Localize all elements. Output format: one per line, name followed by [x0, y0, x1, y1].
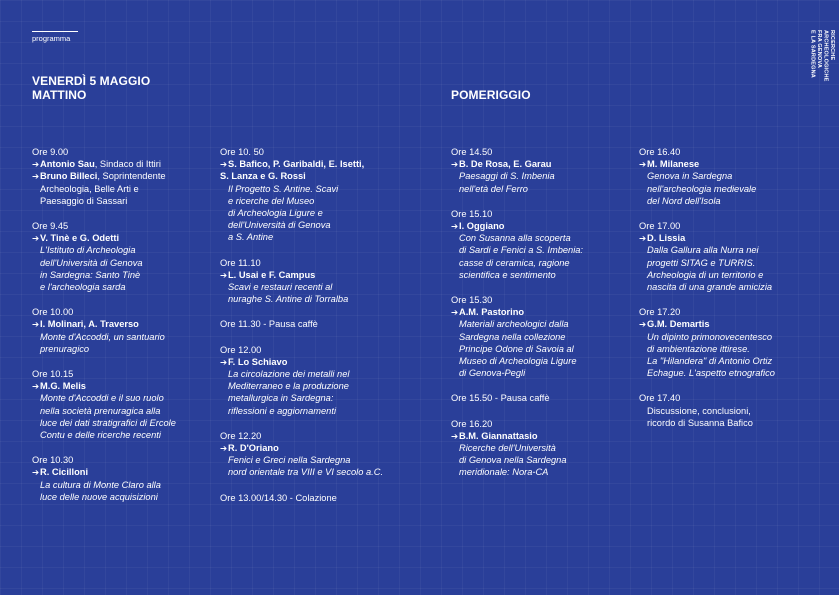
speaker-line — [451, 430, 583, 442]
arrow-right-icon: ➔ — [451, 159, 459, 170]
talk-title-line: L'Istituto di Archeologia — [40, 245, 136, 256]
talk-title-line: Un dipinto primonovecentesco — [647, 331, 773, 342]
speaker-line — [639, 318, 775, 330]
talk-title-line: Archeologia di un territorio e — [647, 269, 764, 280]
program-entry — [639, 146, 775, 207]
arrow-right-icon: ➔ — [451, 221, 459, 232]
speaker-line — [32, 318, 176, 330]
talk-title-line: riflessioni e aggiornamenti — [228, 405, 337, 416]
program-entry — [220, 344, 383, 417]
arrow-right-icon: ➔ — [220, 159, 228, 170]
talk-title-line: nell'età del Ferro — [459, 183, 528, 194]
entry-time: Ore 11.10 — [220, 257, 261, 268]
entry-time: Ore 17.00 — [639, 221, 681, 232]
talk-title-line: nuraghe S. Antine di Torralba — [228, 294, 349, 305]
talk-title-line: Contu e delle ricerche recenti — [40, 430, 161, 441]
program-entry — [451, 294, 583, 379]
arrow-right-icon: ➔ — [639, 233, 647, 244]
speaker-line — [220, 356, 383, 368]
talk-title-line: La "Hilandera" di Antonio Ortiz — [647, 356, 773, 367]
program-entry — [639, 220, 775, 293]
speaker-name: F. Lo Schiavo — [228, 356, 288, 367]
talk-title-line: Fenici e Greci nella Sardegna — [228, 455, 351, 466]
speaker-name: Bruno Billeci — [40, 171, 98, 182]
talk-title-line: La cultura di Monte Claro alla — [40, 479, 161, 490]
talk-title-line: in Sardegna: Santo Tinè — [40, 269, 141, 280]
talk-title-line: luce dei dati stratigrafici di Ercole — [40, 417, 176, 428]
talk-title-line: Genova in Sardegna — [647, 171, 733, 182]
entry-time: Ore 12.20 — [220, 430, 262, 441]
arrow-right-icon: ➔ — [32, 467, 40, 478]
afternoon-heading: POMERIGGIO — [451, 88, 531, 102]
program-entry — [220, 146, 383, 244]
speaker-name: R. Cicilloni — [40, 467, 89, 478]
program-entry — [220, 492, 383, 504]
arrow-right-icon: ➔ — [220, 356, 228, 367]
program-entry — [451, 146, 583, 195]
talk-title-line: e l'archeologia sarda — [40, 282, 126, 293]
program-entry — [220, 318, 383, 330]
program-column-1 — [32, 146, 176, 516]
speaker-line — [639, 158, 775, 170]
speaker-name: D. Lissia — [647, 233, 686, 244]
speaker-role: , Soprintendente — [97, 171, 166, 182]
entry-time: Ore 9.45 — [32, 221, 69, 232]
talk-title-line: prenuragico — [40, 343, 90, 354]
entry-time: Ore 17.40 — [639, 393, 681, 404]
program-entry — [32, 306, 176, 355]
talk-title-line: luce delle nuove acquisizioni — [40, 491, 158, 502]
speaker-name: Antonio Sau — [40, 159, 95, 170]
entry-time: Ore 10.30 — [32, 455, 74, 466]
speaker-line — [451, 306, 583, 318]
arrow-right-icon: ➔ — [32, 171, 40, 182]
talk-title-line: casse di ceramica, ragione — [459, 257, 570, 268]
speaker-name: I. Molinari, A. Traverso — [40, 319, 139, 330]
vertical-title-line: E LA SARDEGNA — [809, 30, 816, 78]
day-title: VENERDÌ 5 MAGGIO — [32, 74, 151, 88]
closing-note-line: ricordo di Susanna Bafico — [647, 417, 753, 428]
talk-title-line: di Genova-Pegli — [459, 368, 526, 379]
talk-title-line: Il Progetto S. Antine. Scavi — [228, 183, 339, 194]
talk-title-line: nord orientale tra VIII e VI secolo a.C. — [228, 467, 384, 478]
speaker-line — [451, 220, 583, 232]
speaker-name: M. Milanese — [647, 159, 700, 170]
talk-title-line: di Archeologia Ligure e — [228, 208, 323, 219]
speaker-role-line: Archeologia, Belle Arti e — [40, 183, 139, 194]
program-entry — [639, 392, 775, 429]
program-column-4 — [639, 146, 775, 442]
speaker-name: G.M. Demartis — [647, 319, 710, 330]
talk-title-line: Scavi e restauri recenti al — [228, 282, 333, 293]
arrow-right-icon: ➔ — [32, 319, 40, 330]
talk-title-line: e ricerche del Museo — [228, 195, 315, 206]
talk-title-line: progetti SITAG e TURRIS. — [647, 257, 756, 268]
program-entry — [32, 146, 176, 207]
entry-time: Ore 15.10 — [451, 208, 493, 219]
talk-title-line: dell'Università di Genova — [40, 257, 143, 268]
speaker-name: R. D'Oriano — [228, 443, 279, 454]
talk-title-line: Paesaggi di S. Imbenia — [459, 171, 555, 182]
speaker-name: A.M. Pastorino — [459, 307, 525, 318]
speaker-line — [451, 158, 583, 170]
talk-title-line: Monte d'Accoddi e il suo ruolo — [40, 393, 164, 404]
talk-title-line: Dalla Gallura alla Nurra nei — [647, 245, 759, 256]
vertical-title — [809, 30, 835, 82]
entry-time: Ore 13.00/14.30 - Colazione — [220, 492, 337, 503]
arrow-right-icon: ➔ — [220, 269, 228, 280]
program-column-3 — [451, 146, 583, 492]
arrow-right-icon: ➔ — [451, 307, 459, 318]
speaker-name: M.G. Melis — [40, 381, 86, 392]
arrow-right-icon: ➔ — [32, 381, 40, 392]
talk-title-line: La circolazione dei metalli nel — [228, 369, 350, 380]
header-rule — [32, 31, 78, 32]
talk-title-line: Con Susanna alla scoperta — [459, 233, 571, 244]
program-entry — [451, 208, 583, 281]
speaker-name: I. Oggiano — [459, 221, 505, 232]
arrow-right-icon: ➔ — [32, 233, 40, 244]
talk-title-line: metallurgica in Sardegna: — [228, 393, 334, 404]
entry-time: Ore 9.00 — [32, 147, 69, 157]
entry-time: Ore 16.40 — [639, 147, 681, 157]
entry-time: Ore 10.00 — [32, 307, 74, 318]
program-entry — [32, 454, 176, 503]
talk-title-line: Monte d'Accoddi, un santuario — [40, 331, 165, 342]
talk-title-line: del Nord dell'Isola — [647, 195, 721, 206]
speaker-line — [32, 380, 176, 392]
talk-title-line: Ricerche dell'Università — [459, 443, 556, 454]
speaker-line — [220, 158, 383, 170]
speaker-name-continued: S. Lanza e G. Rossi — [220, 171, 306, 182]
talk-title-line: di ambientazione ittirese. — [647, 343, 750, 354]
talk-title-line: Sardegna nella collezione — [459, 331, 566, 342]
speaker-line — [32, 170, 176, 182]
talk-title-line: meridionale: Nora-CA — [459, 467, 549, 478]
arrow-right-icon: ➔ — [220, 443, 228, 454]
talk-title-line: di Genova nella Sardegna — [459, 455, 567, 466]
entry-time: Ore 10. 50 — [220, 147, 264, 157]
program-entry — [639, 306, 775, 379]
talk-title-line: Mediterraneo e la produzione — [228, 381, 349, 392]
program-entry — [32, 368, 176, 441]
program-entry — [220, 430, 383, 479]
speaker-line — [32, 466, 176, 478]
program-column-2 — [220, 146, 383, 517]
talk-title-line: nell'archeologia medievale — [647, 183, 757, 194]
program-entry — [32, 220, 176, 293]
speaker-line — [220, 442, 383, 454]
speaker-name: S. Bafico, P. Garibaldi, E. Isetti, — [228, 159, 365, 170]
entry-time: Ore 12.00 — [220, 344, 262, 355]
program-entry — [220, 257, 383, 306]
speaker-name: L. Usai e F. Campus — [228, 269, 316, 280]
talk-title-line: Principe Odone di Savoia al — [459, 343, 574, 354]
talk-title-line: Museo di Archeologia Ligure — [459, 356, 577, 367]
vertical-title-line: ARCHEOLOGICHE — [822, 30, 829, 82]
entry-time: Ore 17.20 — [639, 307, 681, 318]
entry-time: Ore 11.30 - Pausa caffè — [220, 319, 318, 330]
talk-title-line: a S. Antine — [228, 232, 274, 243]
talk-title-line: di Sardi e Fenici a S. Imbenia: — [459, 245, 584, 256]
day-heading — [32, 74, 150, 102]
arrow-right-icon: ➔ — [451, 430, 459, 441]
speaker-line — [220, 269, 383, 281]
speaker-name: V. Tinè e G. Odetti — [40, 233, 120, 244]
closing-note-line: Discussione, conclusioni, — [647, 405, 751, 416]
talk-title-line: Echague. L'aspetto etnografico — [647, 368, 775, 379]
entry-time: Ore 14.50 — [451, 147, 493, 157]
entry-time: Ore 15.50 - Pausa caffè — [451, 393, 550, 404]
entry-time: Ore 15.30 — [451, 295, 493, 306]
arrow-right-icon: ➔ — [32, 159, 40, 170]
vertical-title-line: FRA GENOVA — [816, 30, 822, 69]
speaker-line — [639, 232, 775, 244]
program-entry — [451, 418, 583, 479]
talk-title-line: dell'Università di Genova — [228, 220, 331, 231]
speaker-name: B. De Rosa, E. Garau — [459, 159, 552, 170]
program-entry — [451, 392, 583, 404]
arrow-right-icon: ➔ — [639, 159, 647, 170]
talk-title-line: nascita di una grande amicizia — [647, 282, 773, 293]
speaker-line — [32, 158, 176, 170]
speaker-name: B.M. Giannattasio — [459, 430, 538, 441]
speaker-role-line: Paesaggio di Sassari — [40, 195, 128, 206]
talk-title-line: scientifica e sentimento — [459, 269, 556, 280]
vertical-title-line: RICERCHE — [829, 30, 835, 61]
program-tag: programma — [32, 34, 71, 43]
arrow-right-icon: ➔ — [639, 319, 647, 330]
entry-time: Ore 16.20 — [451, 418, 493, 429]
morning-heading: MATTINO — [32, 88, 87, 102]
talk-title-line: Materiali archeologici dalla — [459, 319, 569, 330]
talk-title-line: nella società prenuragica alla — [40, 405, 161, 416]
speaker-role: , Sindaco di Ittiri — [94, 159, 161, 170]
speaker-line — [32, 232, 176, 244]
entry-time: Ore 10.15 — [32, 369, 74, 380]
